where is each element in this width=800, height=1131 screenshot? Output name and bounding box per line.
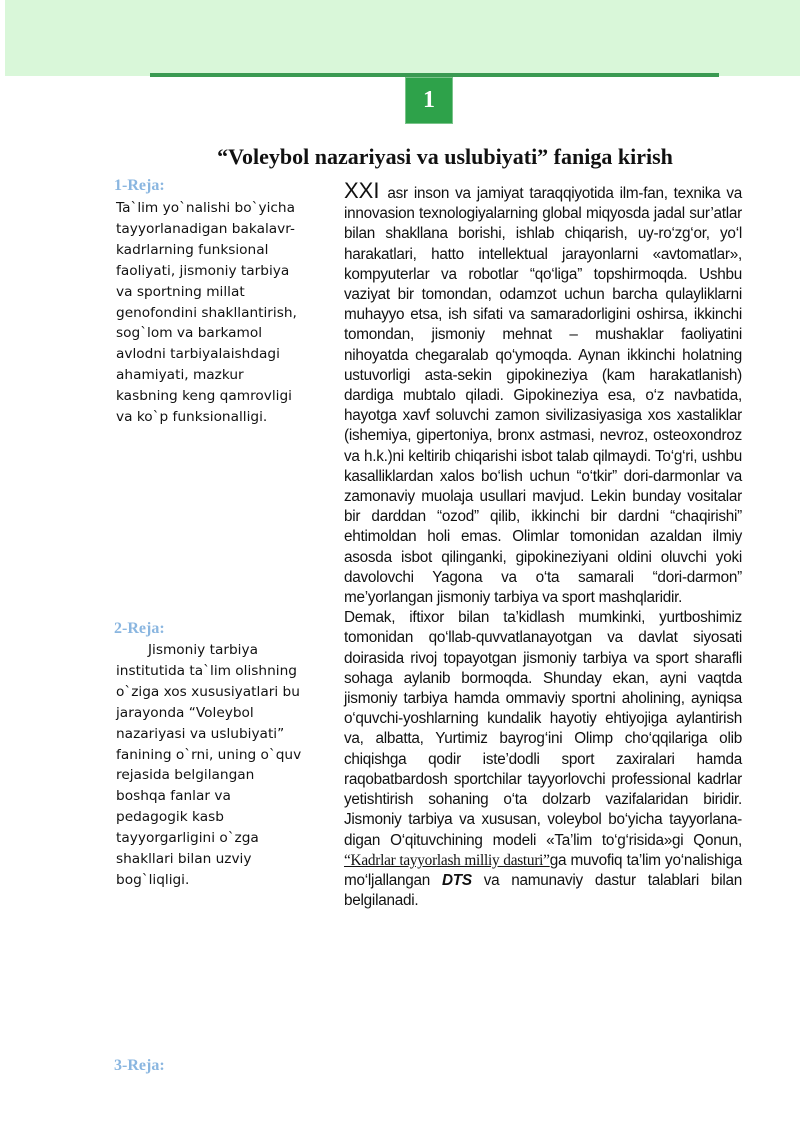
paragraph-2 xyxy=(344,608,742,911)
program-link[interactable]: “Kadrlar tayyorlash milliy dasturi” xyxy=(344,851,550,869)
paragraph-1 xyxy=(344,178,742,608)
header-band xyxy=(5,0,800,76)
paragraph-2-text: Demak, iftixor bilan ta’kidlash mumkinki, yurtboshimiz tomonidan qo‘llab-quvvatlanayotgan va davlat siyosati doirasida rivoj topayotgan jismoniy tarbiya va sport sharafli sohaga aylanib bormoqda. Shunday ekan, ayni vaqtda jismoniy tarbiya hamda ommaviy sportni aholining, ayniqsa o‘quvchi-yoshlarning kundalik hayotiy ehtiyojiga aylantirish va, albatta, Yurtimiz bayrog‘ini Olimp cho‘qqilariga olib chiqishga qodir iste’dodli sport zaxiralari hamda raqobatbardosh sportchilar tayyorlovchi professional kadrlar yetishtirish sohaning o‘ta dolzarb vazifalaridan biridir. Jismoniy tarbiya va xususan, voleybol bo‘yicha tayyorlana-digan O‘qituvchining modeli «Ta’lim to‘g‘risida»gi Qonun, xyxy=(344,609,742,849)
page-number-badge: 1 xyxy=(405,77,453,124)
page-title: “Voleybol nazariyasi va uslubiyati” faniga kirish xyxy=(217,144,673,169)
reja-2-label: 2-Reja: xyxy=(114,620,165,637)
reja-2-text xyxy=(116,640,304,891)
paragraph-1-text: asr inson va jamiyat taraqqiyotida ilm-fan, texnika va innovasion texnologiyalarning global miqyosda jadal sur’atlar bilan shakllana borishi, ishlab chiqarish, uy-ro‘zg‘or, yo‘l harakatlari, hatto intellektual jarayonlarni «avtomatlar», kompyuterlar va robotlar “qo‘liga” topshirmoqda. Ushbu vaziyat bir tomondan, odamzot uchun barcha qulayliklarni muhayyo etsa, ish sifati va samaradorligini oshirsa, ikkinchi tomondan, jismoniy mehnat – mushaklar faoliyatini nihoyatda chegaralab qo‘ymoqda. Aynan ikkinchi holatning ustuvorligi asta-sekin gipokineziya (kam harakatlanish) dardiga mubtalo qiladi. Gipokineziya esa, o‘z navbatida, hayotga xavf soluvchi zamon sivilizasiyasiga xos xastaliklar (ishemiya, gipertoniya, bronx astmasi, nevroz, osteoxondroz va h.k.)ni keltirib chiqarishi isbot talab qilmaydi. To‘g‘ri, ushbu kasalliklardan xalos bo‘lish uchun “o‘tkir” dori-darmonlar va zamonaviy muolaja usullari mavjud. Lekin bunday vositalar bir darddan “ozod” qilib, ikkinchi bir dardni “chaqirishi” ehtimoldan holi emas. Olimlar tomonidan azaldan ilmiy asosda isbot qilinganki, gipokineziyani oldini oluvchi yoki davolovchi Yagona va o‘ta samarali “dori-darmon” me’yorlangan jismoniy tarbiya va sport mashqlaridir. xyxy=(344,185,742,607)
century-lead: XXI xyxy=(344,178,380,203)
paragraph-2-middle: ga muvofiq ta’lim yo‘nalishiga mo‘ljallangan xyxy=(344,851,742,889)
reja-3-label: 3-Reja: xyxy=(114,1057,165,1074)
reja-1-label: 1-Reja: xyxy=(114,177,165,194)
main-text-column xyxy=(344,178,743,911)
reja-2-body: Jismoniy tarbiya institutida ta`lim olishning o`ziga xos xususiyatlari bu jarayonda “Voleybol nazariyasi va uslubiyati” fanining o`rni, uning o`quv rejasida belgilangan boshqa fanlar va pedagogik kasb tayyorgarligini o`zga shakllari bilan uzviy bog`liqligi. xyxy=(116,642,302,888)
paragraph-2-end: va namunaviy dastur talablari bilan belgilanadi. xyxy=(344,871,743,910)
dts-abbreviation: DTS xyxy=(441,871,472,889)
reja-1-text: Ta`lim yo`nalishi bo`yicha tayyorlanadigan bakalavr-kadrlarning funksional faoliyati, jismoniy tarbiya va sportning millat genofondini shakllantirish, sog`lom va barkamol avlodni tarbiyalaishdagi ahamiyati, mazkur kasbning keng qamrovligi va ko`p funksionalligi. xyxy=(116,200,297,426)
